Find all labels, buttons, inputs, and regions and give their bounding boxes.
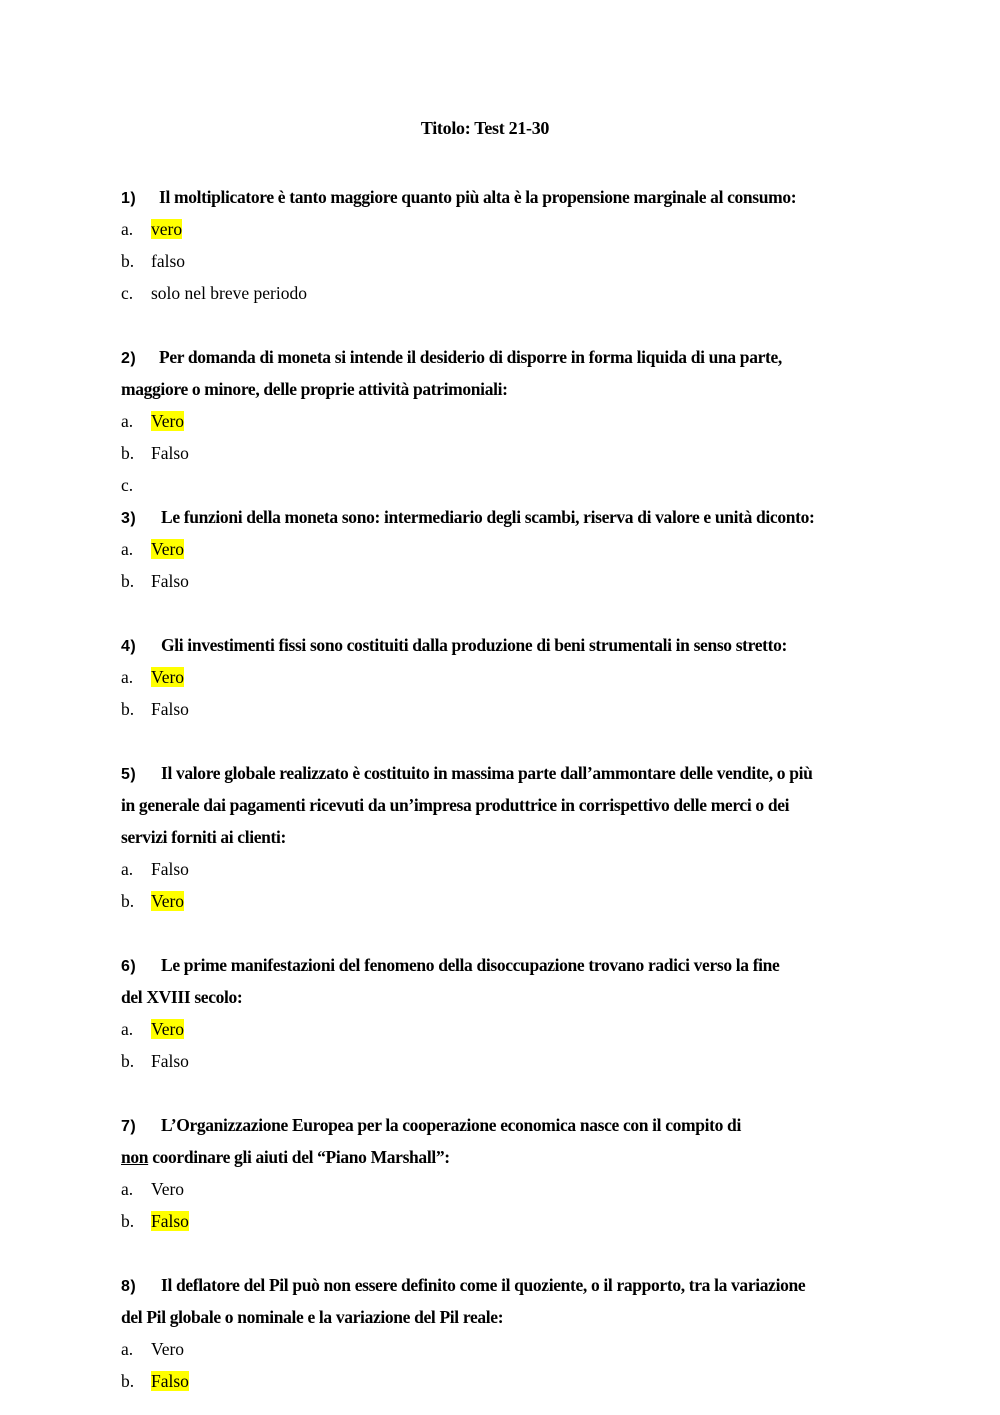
- option-a: a. Vero: [121, 667, 185, 687]
- question-number: 3): [121, 510, 137, 527]
- question-text: in generale dai pagamenti ricevuti da un’impresa produttrice in corrispettivo delle merci o dei: [121, 795, 790, 815]
- question-text: Il valore globale realizzato è costituito in massima parte dall’ammontare delle vendite, o più: [161, 763, 813, 783]
- option-a: a. Vero: [121, 1179, 185, 1199]
- question-number: 1): [121, 190, 137, 207]
- question-text: maggiore o minore, delle proprie attività patrimoniali:: [121, 379, 508, 399]
- option-b: b. Falso: [121, 571, 189, 591]
- question-7: [121, 1109, 841, 1237]
- option-b: b. Falso: [121, 699, 189, 719]
- option-a: a. Vero: [121, 1339, 185, 1359]
- question-3: [121, 501, 841, 597]
- option-text: Falso: [151, 571, 189, 591]
- option-text-correct: Vero: [151, 539, 185, 559]
- question-number: 6): [121, 958, 137, 975]
- question-text: Per domanda di moneta si intende il desiderio di disporre in forma liquida di una parte,: [159, 347, 782, 367]
- option-c: c.: [121, 475, 134, 495]
- option-text: Falso: [151, 1051, 189, 1071]
- question-number: 7): [121, 1118, 137, 1135]
- option-text: Falso: [151, 699, 189, 719]
- question-text: Il deflatore del Pil può non essere definito come il quoziente, o il rapporto, tra la variazione: [161, 1275, 806, 1295]
- option-text: solo nel breve periodo: [151, 283, 307, 303]
- option-text-correct: Falso: [151, 1371, 189, 1391]
- option-text-correct: vero: [151, 219, 183, 239]
- option-text-correct: Vero: [151, 411, 185, 431]
- option-b: b. Falso: [121, 1371, 189, 1391]
- option-text-correct: Falso: [151, 1211, 189, 1231]
- option-text: Vero: [151, 1179, 185, 1199]
- option-text-correct: Vero: [151, 891, 185, 911]
- question-4: [121, 629, 841, 725]
- question-5: [121, 757, 841, 917]
- option-a: a. Vero: [121, 539, 185, 559]
- option-b: b. falso: [121, 251, 186, 271]
- question-text: servizi forniti ai clienti:: [121, 827, 287, 847]
- question-2: [121, 341, 841, 501]
- option-a: a. Vero: [121, 1019, 185, 1039]
- option-a: a. vero: [121, 219, 183, 239]
- option-text: Vero: [151, 1339, 185, 1359]
- option-c: c. solo nel breve periodo: [121, 283, 307, 303]
- question-8: [121, 1269, 841, 1397]
- question-text: del XVIII secolo:: [121, 987, 243, 1007]
- option-b: b. Falso: [121, 1051, 189, 1071]
- question-text: L’Organizzazione Europea per la cooperazione economica nasce con il compito di: [161, 1115, 741, 1135]
- question-list: [121, 181, 841, 1397]
- option-b: b. Vero: [121, 891, 185, 911]
- option-a: a. Vero: [121, 411, 185, 431]
- question-number: 4): [121, 638, 137, 655]
- option-b: b. Falso: [121, 1211, 189, 1231]
- page-title: Titolo: Test 21-30: [420, 118, 550, 138]
- question-text: Le prime manifestazioni del fenomeno della disoccupazione trovano radici verso la fine: [161, 955, 780, 975]
- option-b: b. Falso: [121, 443, 189, 463]
- option-text: falso: [151, 251, 186, 271]
- underlined-word: non: [121, 1147, 149, 1167]
- question-number: 2): [121, 350, 137, 367]
- option-text-correct: Vero: [151, 667, 185, 687]
- question-text: Il moltiplicatore è tanto maggiore quanto più alta è la propensione marginale al consumo:: [159, 187, 797, 207]
- question-number: 8): [121, 1278, 137, 1295]
- option-a: a. Falso: [121, 859, 189, 879]
- question-text: del Pil globale o nominale e la variazione del Pil reale:: [121, 1307, 504, 1327]
- question-text: Le funzioni della moneta sono: intermediario degli scambi, riserva di valore e unità diconto:: [161, 507, 815, 527]
- question-number: 5): [121, 766, 137, 783]
- question-text: Gli investimenti fissi sono costituiti dalla produzione di beni strumentali in senso stretto:: [161, 635, 788, 655]
- question-1: [121, 181, 841, 309]
- question-6: [121, 949, 841, 1077]
- option-text: Falso: [151, 859, 189, 879]
- option-text: Falso: [151, 443, 189, 463]
- question-text: coordinare gli aiuti del “Piano Marshall”:: [148, 1147, 450, 1167]
- option-text-correct: Vero: [151, 1019, 185, 1039]
